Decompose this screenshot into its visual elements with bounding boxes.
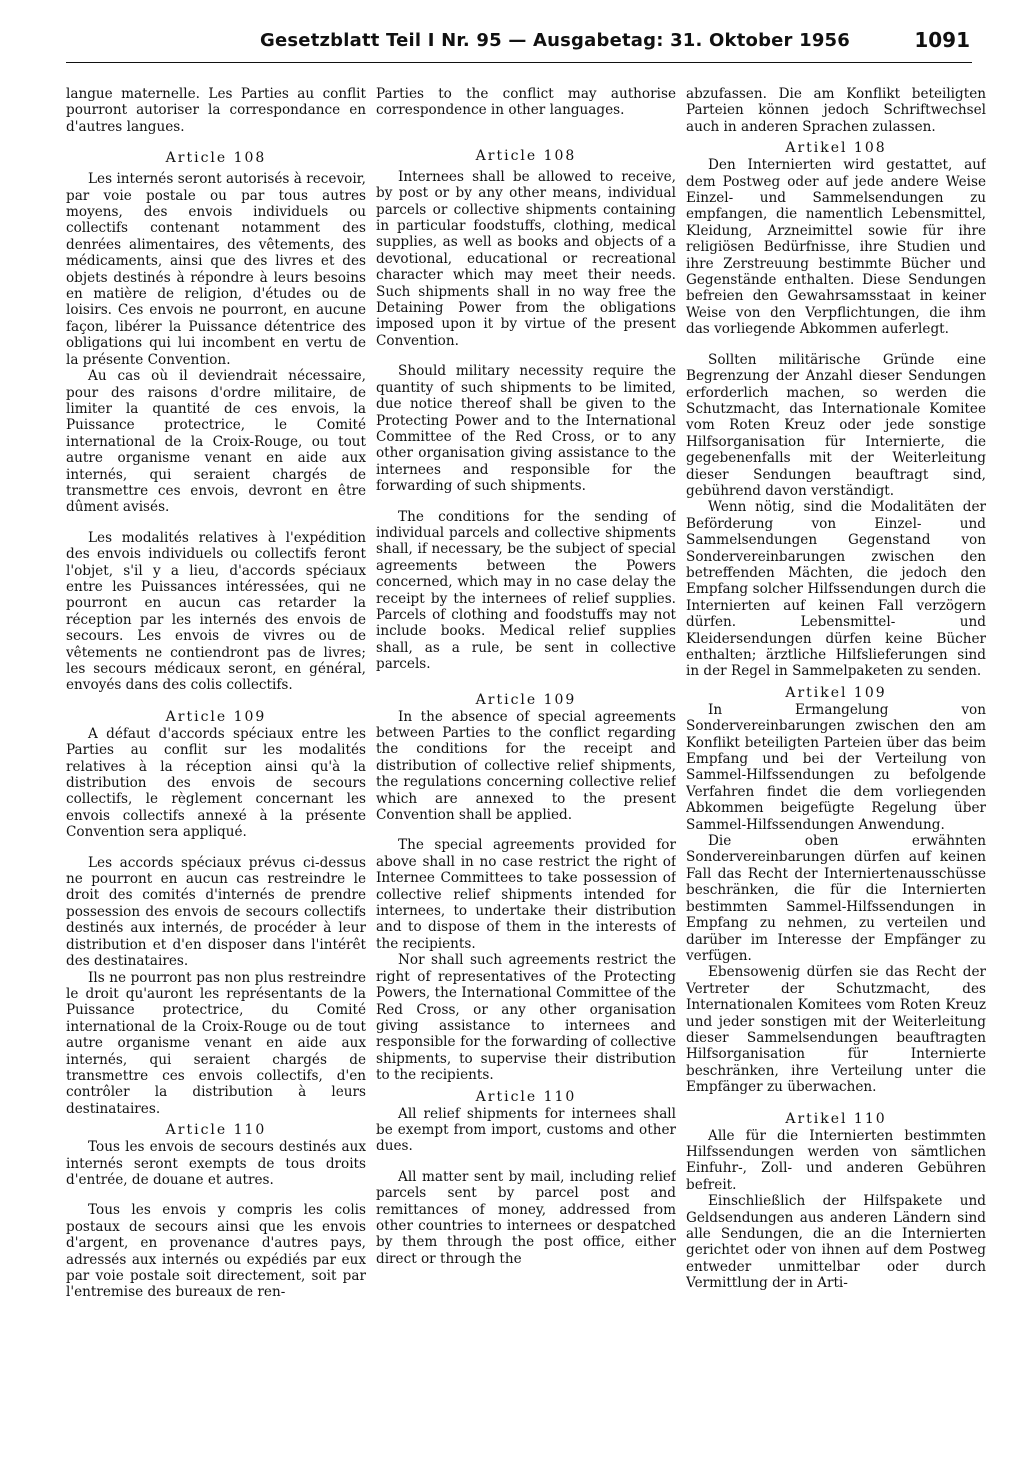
column-french (66, 86, 366, 1467)
article-110-heading: Artikel 110 (785, 1110, 887, 1127)
article-110-paragraph-1: Alle für die Internierten bestimmten Hilfssendungen werden von sämtlichen Einfuhr-, Zoll- und anderen Gebühren befreit. (686, 1127, 986, 1193)
article-108-paragraph-2: Sollten militärische Gründe eine Begrenzung der Anzahl dieser Sendungen erforderlich machen, so werden die Schutzmacht, das Internationale Komitee vom Roten Kreuz oder jede sonstige Hilfsorganisation für Internierte, die gegebenenfalls mit der Weiterleitung dieser Sendungen beauftragt sind, gebührend davon verständigt. (686, 351, 986, 499)
article-109-heading: Artikel 109 (785, 684, 887, 701)
article-109-paragraph-2: The special agreements provided for above shall in no case restrict the right of Internee Committees to take possession of collective relief shipments intended for internees, to undertake their distribution and to dispose of them in the interests of the recipients. (376, 837, 676, 952)
continued-paragraph: Parties to the conflict may authorise correspondence in other languages. (376, 86, 676, 119)
article-108-heading: Article 108 (165, 150, 267, 167)
continued-paragraph: abzufassen. Die am Konflikt beteiligten Parteien können jedoch Schriftwechsel auch in anderen Sprachen zulassen. (686, 86, 986, 135)
article-108-paragraph-3: Wenn nötig, sind die Modalitäten der Beförderung von Einzel- und Sammelsendungen Gegenstand von Sondervereinbarungen zwischen den betreffenden Mächten, die jedoch den Empfang solcher Hilfssendungen durch die Internierten auf keinen Fall verzögern dürfen. Lebensmittel- und Kleidersendungen dürfen keine Bücher enthalten; ärztliche Hilfslieferungen sind in der Regel in Sammelpaketen zu senden. (686, 499, 986, 680)
article-108-paragraph-2: Au cas où il deviendrait nécessaire, pour des raisons d'ordre militaire, de limiter la quantité de ces envois, la Puissance protectrice, le Comité international de la Croix-Rouge, ou tout autre organisme venant en aide aux internés, qui seraient chargés de transmettre ces envois, devront en être dûment avisés. (66, 368, 366, 516)
page-header (66, 26, 972, 63)
article-109-paragraph-3: Ebensowenig dürfen sie das Recht der Vertreter der Schutzmacht, des Internationalen Komitees vom Roten Kreuz und jeder sonstigen mit der Weiterleitung dieser Sammelsendungen beauftragten Hilfsorganisation für Internierte beschränken, ihre Verteilung unter die Empfänger zu überwachen. (686, 964, 986, 1096)
article-109-paragraph-2: Die oben erwähnten Sondervereinbarungen dürfen auf keinen Fall das Recht der Interniertenausschüsse beschränken, die für die Internierten bestimmten Sammel-Hilfssendungen in Empfang zu nehmen, zu verteilen und darüber im Interesse der Empfänger zu verfügen. (686, 833, 986, 964)
article-109-heading: Article 109 (165, 708, 267, 725)
continued-paragraph: langue maternelle. Les Parties au conflit pourront autoriser la correspondance en d'autres langues. (66, 86, 366, 135)
article-110-paragraph-1: All relief shipments for internees shall be exempt from import, customs and other dues. (376, 1105, 676, 1155)
article-110-heading: Article 110 (165, 1122, 267, 1139)
header-title: Gesetzblatt Teil I Nr. 95 — Ausgabetag: 31. Oktober 1956 (260, 30, 851, 51)
article-110-paragraph-2: All matter sent by mail, including relief parcels sent by parcel post and remittances of money, addressed from other countries to internees or despatched by them through the post office, either direct or through the (376, 1168, 676, 1267)
article-109-paragraph-3: Ils ne pourront pas non plus restreindre le droit qu'auront les représentants de la Puissance protectrice, du Comité international de la Croix-Rouge ou de tout autre organisme venant en aide aux internés, qui seraient chargés de transmettre ces envois collectifs, d'en contrôler la distribution à leurs destinataires. (66, 969, 366, 1117)
article-110-paragraph-2: Tous les envois y compris les colis postaux de secours ainsi que les envois d'argent, en provenance d'autres pays, adressés aux internés ou expédiés par eux par voie postale soit directement, soit par l'entremise des bureaux de ren- (66, 1202, 366, 1301)
article-110-paragraph-2: Einschließlich der Hilfspakete und Geldsendungen aus anderen Ländern sind alle Sendungen, die an die Internierten gerichtet oder von ihnen auf dem Postweg entweder unmittelbar oder durch Vermittlung der in Arti- (686, 1193, 986, 1292)
article-109-paragraph-1: A défaut d'accords spéciaux entre les Parties au conflit sur les modalités relatives à la réception ainsi qu'à la distribution des envois de secours collectifs, le règlement concernant les envois collectifs annexé à la présente Convention sera appliqué. (66, 725, 366, 841)
article-109-paragraph-2: Les accords spéciaux prévus ci-dessus ne pourront en aucun cas restreindre le droit des comités d'internés de prendre possession des envois de secours collectifs destinés aux internés, de procéder à leur distribution et d'en disposer dans l'intérêt des destinataires. (66, 854, 366, 970)
article-108-heading: Artikel 108 (785, 140, 887, 157)
article-109-paragraph-1: In Ermangelung von Sondervereinbarungen zwischen den am Konflikt beteiligten Parteien über das beim Empfang und bei der Verteilung von Sammel-Hilfssendungen zu befolgende Verfahren findet die dem vorliegenden Abkommen beigefügte Regelung über Sammel-Hilfssendungen Anwendung. (686, 701, 986, 833)
column-english (376, 86, 676, 1467)
article-108-paragraph-2: Should military necessity require the quantity of such shipments to be limited, due notice thereof shall be given to the Protecting Power and to the International Committee of the Red Cross, or to any other organisation giving assistance to the internees and responsible for the forwarding of such shipments. (376, 363, 676, 495)
article-110-heading: Article 110 (475, 1088, 577, 1105)
column-german (686, 86, 986, 1467)
article-109-paragraph-3: Nor shall such agreements restrict the right of representatives of the Protecting Powers, the International Committee of the Red Cross, or any other organisation giving assistance to internees and responsible for the forwarding of collective shipments, to supervise their distribution to the recipients. (376, 952, 676, 1084)
article-108-paragraph-1: Den Internierten wird gestattet, auf dem Postweg oder auf jede andere Weise Einzel- und Sammelsendungen zu empfangen, die namentlich Lebensmittel, Kleidung, Arzneimittel sowie für ihre religiösen Bedürfnisse, ihre Studien und ihre Zerstreuung bestimmte Bücher und Gegenstände enthalten. Diese Sendungen befreien den Gewahrsamsstaat in keiner Weise von den Verpflichtungen, die ihm das vorliegende Abkommen auferlegt. (686, 157, 986, 338)
article-108-paragraph-1: Internees shall be allowed to receive, by post or by any other means, individual parcels or collective shipments containing in particular foodstuffs, clothing, medical supplies, as well as books and objects of a devotional, educational or recreational character which may meet their needs. Such shipments shall in no way free the Detaining Power from the obligations imposed upon it by virtue of the present Convention. (376, 168, 676, 349)
page-number: 1091 (914, 28, 970, 52)
article-108-paragraph-3: Les modalités relatives à l'expédition des envois individuels ou collectifs feront l'objet, s'il y a lieu, d'accords spéciaux entre les Puissances intéressées, qui ne pourront en aucun cas retarder la réception par les internés des envois de secours. Les envois de vivres ou de vêtements ne contiendront pas de livres; les secours médicaux seront, en général, envoyés dans des colis collectifs. (66, 529, 366, 694)
article-108-paragraph-3: The conditions for the sending of individual parcels and collective shipments shall, if necessary, be the subject of special agreements between the Powers concerned, which may in no case delay the receipt by the internees of relief supplies. Parcels of clothing and foodstuffs may not include books. Medical relief supplies shall, as a rule, be sent in collective parcels. (376, 508, 676, 673)
article-109-paragraph-1: In the absence of special agreements between Parties to the conflict regarding the conditions for the receipt and distribution of collective relief shipments, the regulations concerning collective relief which are annexed to the present Convention shall be applied. (376, 708, 676, 824)
article-109-heading: Article 109 (475, 691, 577, 708)
article-108-heading: Article 108 (475, 147, 577, 164)
article-110-paragraph-1: Tous les envois de secours destinés aux internés seront exempts de tous droits d'entrée, de douane et autres. (66, 1139, 366, 1188)
article-108-paragraph-1: Les internés seront autorisés à recevoir, par voie postale ou par tous autres moyens, des envois individuels ou collectifs contenant notamment des denrées alimentaires, des vêtements, des médicaments, ainsi que des livres et des objets destinés à répondre à leurs besoins en matière de religion, d'études ou de loisirs. Ces envois ne pourront, en aucune façon, libérer la Puissance détentrice des obligations qui lui incombent en vertu de la présente Convention. (66, 171, 366, 368)
